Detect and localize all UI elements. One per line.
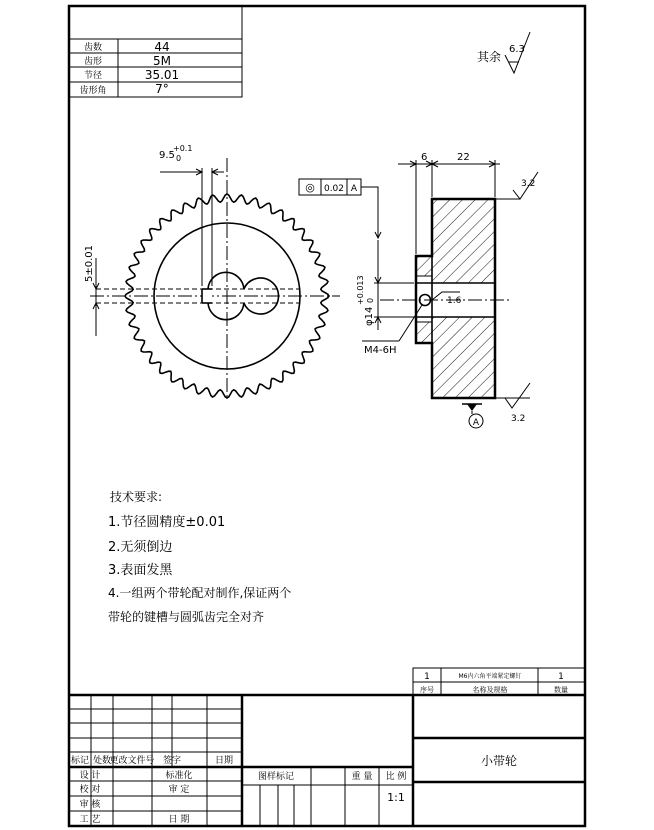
roughness-rest-value: 6.3 xyxy=(509,44,525,55)
param-label-0: 齿数 xyxy=(83,43,103,53)
scale-value: 1:1 xyxy=(387,791,405,804)
param-value-1: 5M xyxy=(153,54,171,68)
parts-row-name: M6内六角平端紧定螺钉 xyxy=(458,673,522,680)
tech-req-item-3: 4.一组两个带轮配对制作,保证两个 xyxy=(108,586,292,600)
bore-diameter-dim: φ14 xyxy=(364,306,375,326)
role2-1: 审 定 xyxy=(168,785,190,795)
roughness-hole: 1.6 xyxy=(447,296,462,306)
parameter-table xyxy=(69,6,242,97)
title-block xyxy=(69,695,585,826)
parts-header-qty: 数量 xyxy=(554,686,568,694)
role-0: 设 计 xyxy=(79,771,101,781)
param-label-2: 节径 xyxy=(83,71,103,81)
bore-tol: +0.013 xyxy=(356,275,365,305)
roughness-rest xyxy=(477,32,530,73)
section-hatch-bottom xyxy=(416,317,495,398)
rev-header-4: 日期 xyxy=(214,756,234,766)
param-value-3: 7° xyxy=(155,82,169,96)
tech-req-item-1: 2.无须倒边 xyxy=(108,540,173,555)
tolerance-value: 0.02 xyxy=(323,184,345,194)
role2-3: 日 期 xyxy=(168,815,190,825)
keyway-width-tol-low: 0 xyxy=(176,154,182,163)
role-1: 校 对 xyxy=(79,785,101,795)
role-2: 审 核 xyxy=(79,800,101,810)
parts-list xyxy=(413,668,585,695)
mid-label-1: 重 量 xyxy=(351,772,373,782)
keyway-width-dim: 9.5 xyxy=(159,150,175,161)
rev-header-3: 签字 xyxy=(162,756,182,766)
sheet-frame xyxy=(69,6,585,826)
gear-front-view xyxy=(84,144,340,398)
bore-tol-low: 0 xyxy=(366,297,375,303)
thread-callout: M4-6H xyxy=(364,345,397,356)
role2-0: 标准化 xyxy=(165,771,193,781)
tech-req-title: 技术要求: xyxy=(110,490,163,504)
key-depth-dim: 5±0.01 xyxy=(84,244,95,282)
technical-requirements xyxy=(108,489,291,624)
param-value-2: 35.01 xyxy=(144,68,180,82)
parts-header-no: 序号 xyxy=(420,686,434,694)
mid-label-2: 比 例 xyxy=(385,772,407,782)
part-name: 小带轮 xyxy=(480,754,518,768)
tolerance-datum: A xyxy=(350,184,358,194)
parts-row-no: 1 xyxy=(424,672,430,682)
mid-label-0: 图样标记 xyxy=(257,772,295,782)
keyway-width-tol: +0.1 xyxy=(173,144,193,153)
parts-header-name: 名称及规格 xyxy=(472,686,508,694)
param-value-0: 44 xyxy=(154,40,170,54)
param-label-1: 齿形 xyxy=(83,57,103,67)
tech-req-item-0: 1.节径圆精度±0.01 xyxy=(108,515,226,530)
tech-req-item-4: 带轮的键槽与圆弧齿完全对齐 xyxy=(108,610,265,624)
gear-section-view xyxy=(299,152,538,428)
tolerance-frame xyxy=(299,179,381,238)
hub-width-dim: 6 xyxy=(421,152,428,163)
rev-header-2: 更改文件号 xyxy=(109,756,155,766)
tech-req-item-2: 3.表面发黑 xyxy=(108,563,173,578)
gear-width-dim: 22 xyxy=(457,152,470,163)
concentricity-symbol: ◎ xyxy=(305,181,315,194)
parts-row-qty: 1 xyxy=(558,672,564,682)
rev-header-0: 标记 xyxy=(70,756,90,766)
roughness-bottom: 3.2 xyxy=(511,414,526,424)
section-hatch-top xyxy=(416,199,495,283)
roughness-rest-label: 其余 xyxy=(477,50,502,64)
param-label-3: 齿形角 xyxy=(79,86,107,96)
roughness-top: 3.2 xyxy=(521,179,536,189)
rev-header-1: 处数 xyxy=(92,756,112,766)
datum-label: A xyxy=(472,418,480,428)
role-3: 工 艺 xyxy=(79,815,101,825)
